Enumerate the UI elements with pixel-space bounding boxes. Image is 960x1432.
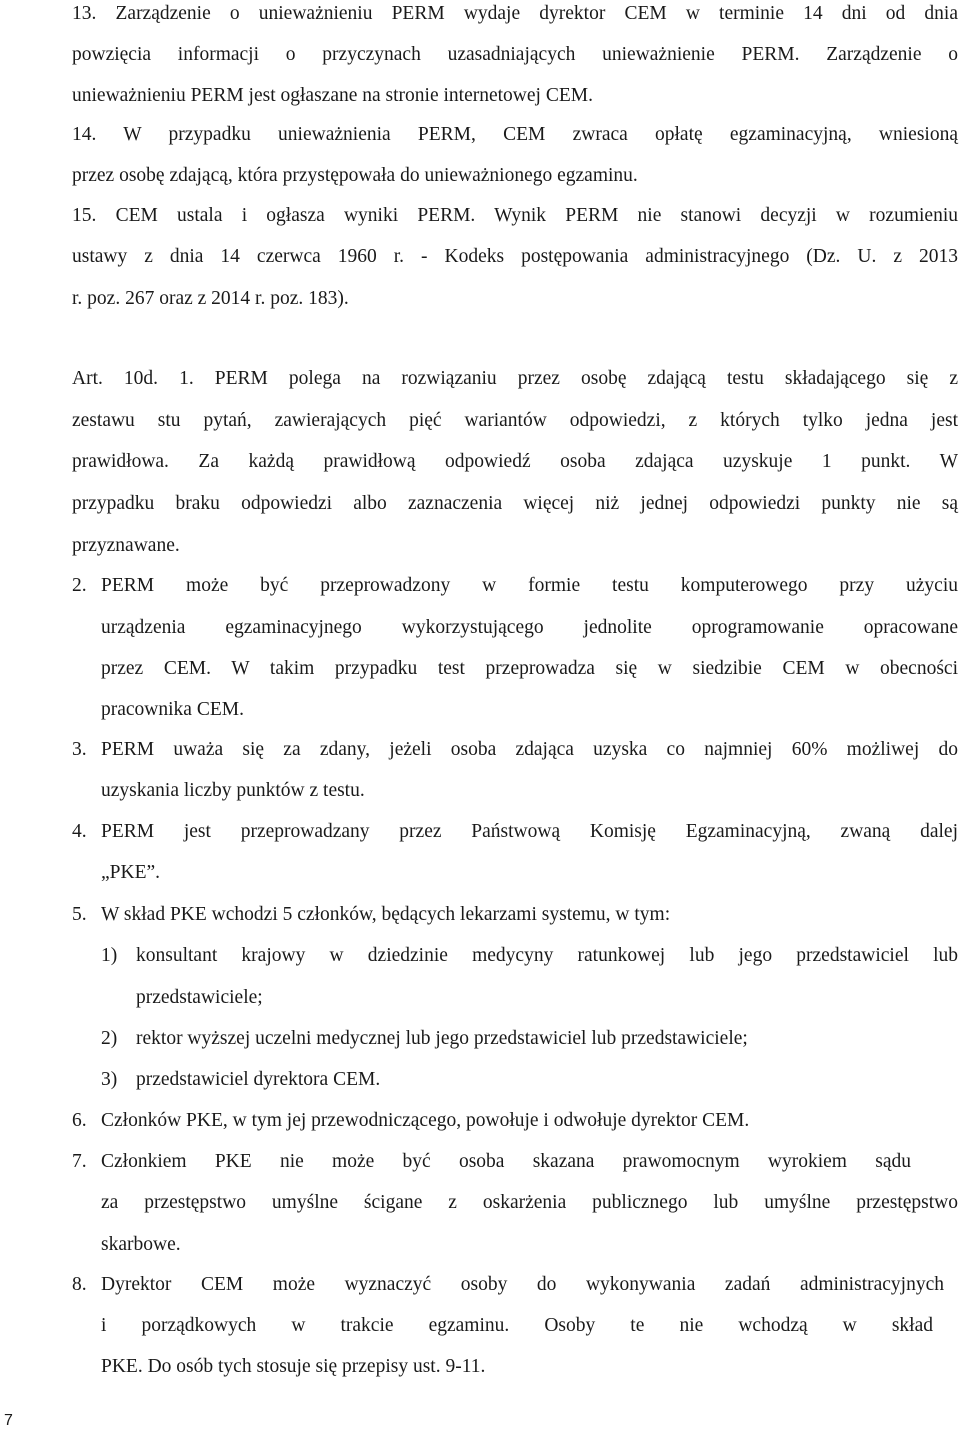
item-line: W skład PKE wchodzi 5 członków, będących lekarzami systemu, w tym:	[101, 904, 671, 925]
paragraph-line: unieważnieniu PERM jest ogłaszane na stronie internetowej CEM.	[72, 85, 593, 106]
item-line: „PKE”.	[101, 862, 161, 883]
paragraph-line: powzięcia informacji o przyczynach uzasadniających unieważnienie PERM. Zarządzenie o	[72, 44, 958, 65]
paragraph-line: ustawy z dnia 14 czerwca 1960 r. - Kodeks postępowania administracyjnego (Dz. U. z 2013	[72, 246, 958, 267]
sub-item-line: rektor wyższej uczelni medycznej lub jego przedstawiciel lub przedstawiciele;	[136, 1028, 748, 1049]
item-number: 7.	[72, 1151, 87, 1172]
item-line: PKE. Do osób tych stosuje się przepisy ust. 9-11.	[101, 1356, 486, 1377]
page-number: 7	[4, 1412, 13, 1429]
item-number: 3.	[72, 739, 87, 760]
item-line: Członków PKE, w tym jej przewodniczącego, powołuje i odwołuje dyrektor CEM.	[101, 1110, 750, 1131]
paragraph-line: 13. Zarządzenie o unieważnieniu PERM wydaje dyrektor CEM w terminie 14 dni od dnia	[72, 3, 958, 24]
item-number: 5.	[72, 904, 87, 925]
item-line: uzyskania liczby punktów z testu.	[101, 780, 365, 801]
item-line: Dyrektor CEM może wyznaczyć osoby do wykonywania zadań administracyjnych	[101, 1274, 944, 1295]
item-line: PERM jest przeprowadzany przez Państwową Komisję Egzaminacyjną, zwaną dalej	[101, 821, 958, 842]
item-line: PERM może być przeprowadzony w formie testu komputerowego przy użyciu	[101, 575, 958, 596]
item-number: 4.	[72, 821, 87, 842]
paragraph-line: przypadku braku odpowiedzi albo zaznaczenia więcej niż jednej odpowiedzi punkty nie są	[72, 493, 958, 514]
paragraph-line: Art. 10d. 1. PERM polega na rozwiązaniu przez osobę zdającą testu składającego się z	[72, 368, 958, 389]
paragraph-line: przez osobę zdającą, która przystępowała do unieważnionego egzaminu.	[72, 165, 638, 186]
sub-item-line: przedstawiciele;	[136, 987, 263, 1008]
sub-item-number: 3)	[101, 1069, 118, 1090]
item-line: pracownika CEM.	[101, 699, 244, 720]
paragraph-line: 15. CEM ustala i ogłasza wyniki PERM. Wynik PERM nie stanowi decyzji w rozumieniu	[72, 205, 958, 226]
sub-item-number: 2)	[101, 1028, 118, 1049]
item-number: 2.	[72, 575, 87, 596]
item-line: przez CEM. W takim przypadku test przeprowadza się w siedzibie CEM w obecności	[101, 658, 958, 679]
item-line: i porządkowych w trakcie egzaminu. Osoby te nie wchodzą w skład	[101, 1315, 933, 1336]
item-number: 6.	[72, 1110, 87, 1131]
item-line: za przestępstwo umyślne ścigane z oskarżenia publicznego lub umyślne przestępstwo	[101, 1192, 958, 1213]
sub-item-number: 1)	[101, 945, 118, 966]
item-line: PERM uważa się za zdany, jeżeli osoba zdająca uzyska co najmniej 60% możliwej do	[101, 739, 958, 760]
item-line: urządzenia egzaminacyjnego wykorzystującego jednolite oprogramowanie opracowane	[101, 617, 958, 638]
paragraph-line: przyznawane.	[72, 535, 180, 556]
paragraph-line: 14. W przypadku unieważnienia PERM, CEM zwraca opłatę egzaminacyjną, wniesioną	[72, 124, 958, 145]
paragraph-line: r. poz. 267 oraz z 2014 r. poz. 183).	[72, 288, 349, 309]
item-number: 8.	[72, 1274, 87, 1295]
paragraph-line: zestawu stu pytań, zawierających pięć wariantów odpowiedzi, z których tylko jedna jest	[72, 410, 958, 431]
item-line: skarbowe.	[101, 1234, 181, 1255]
sub-item-line: przedstawiciel dyrektora CEM.	[136, 1069, 381, 1090]
paragraph-line: prawidłowa. Za każdą prawidłową odpowiedź osoba zdająca uzyskuje 1 punkt. W	[72, 451, 958, 472]
sub-item-line: konsultant krajowy w dziedzinie medycyny ratunkowej lub jego przedstawiciel lub	[136, 945, 958, 966]
item-line: Członkiem PKE nie może być osoba skazana prawomocnym wyrokiem sądu	[101, 1151, 911, 1172]
